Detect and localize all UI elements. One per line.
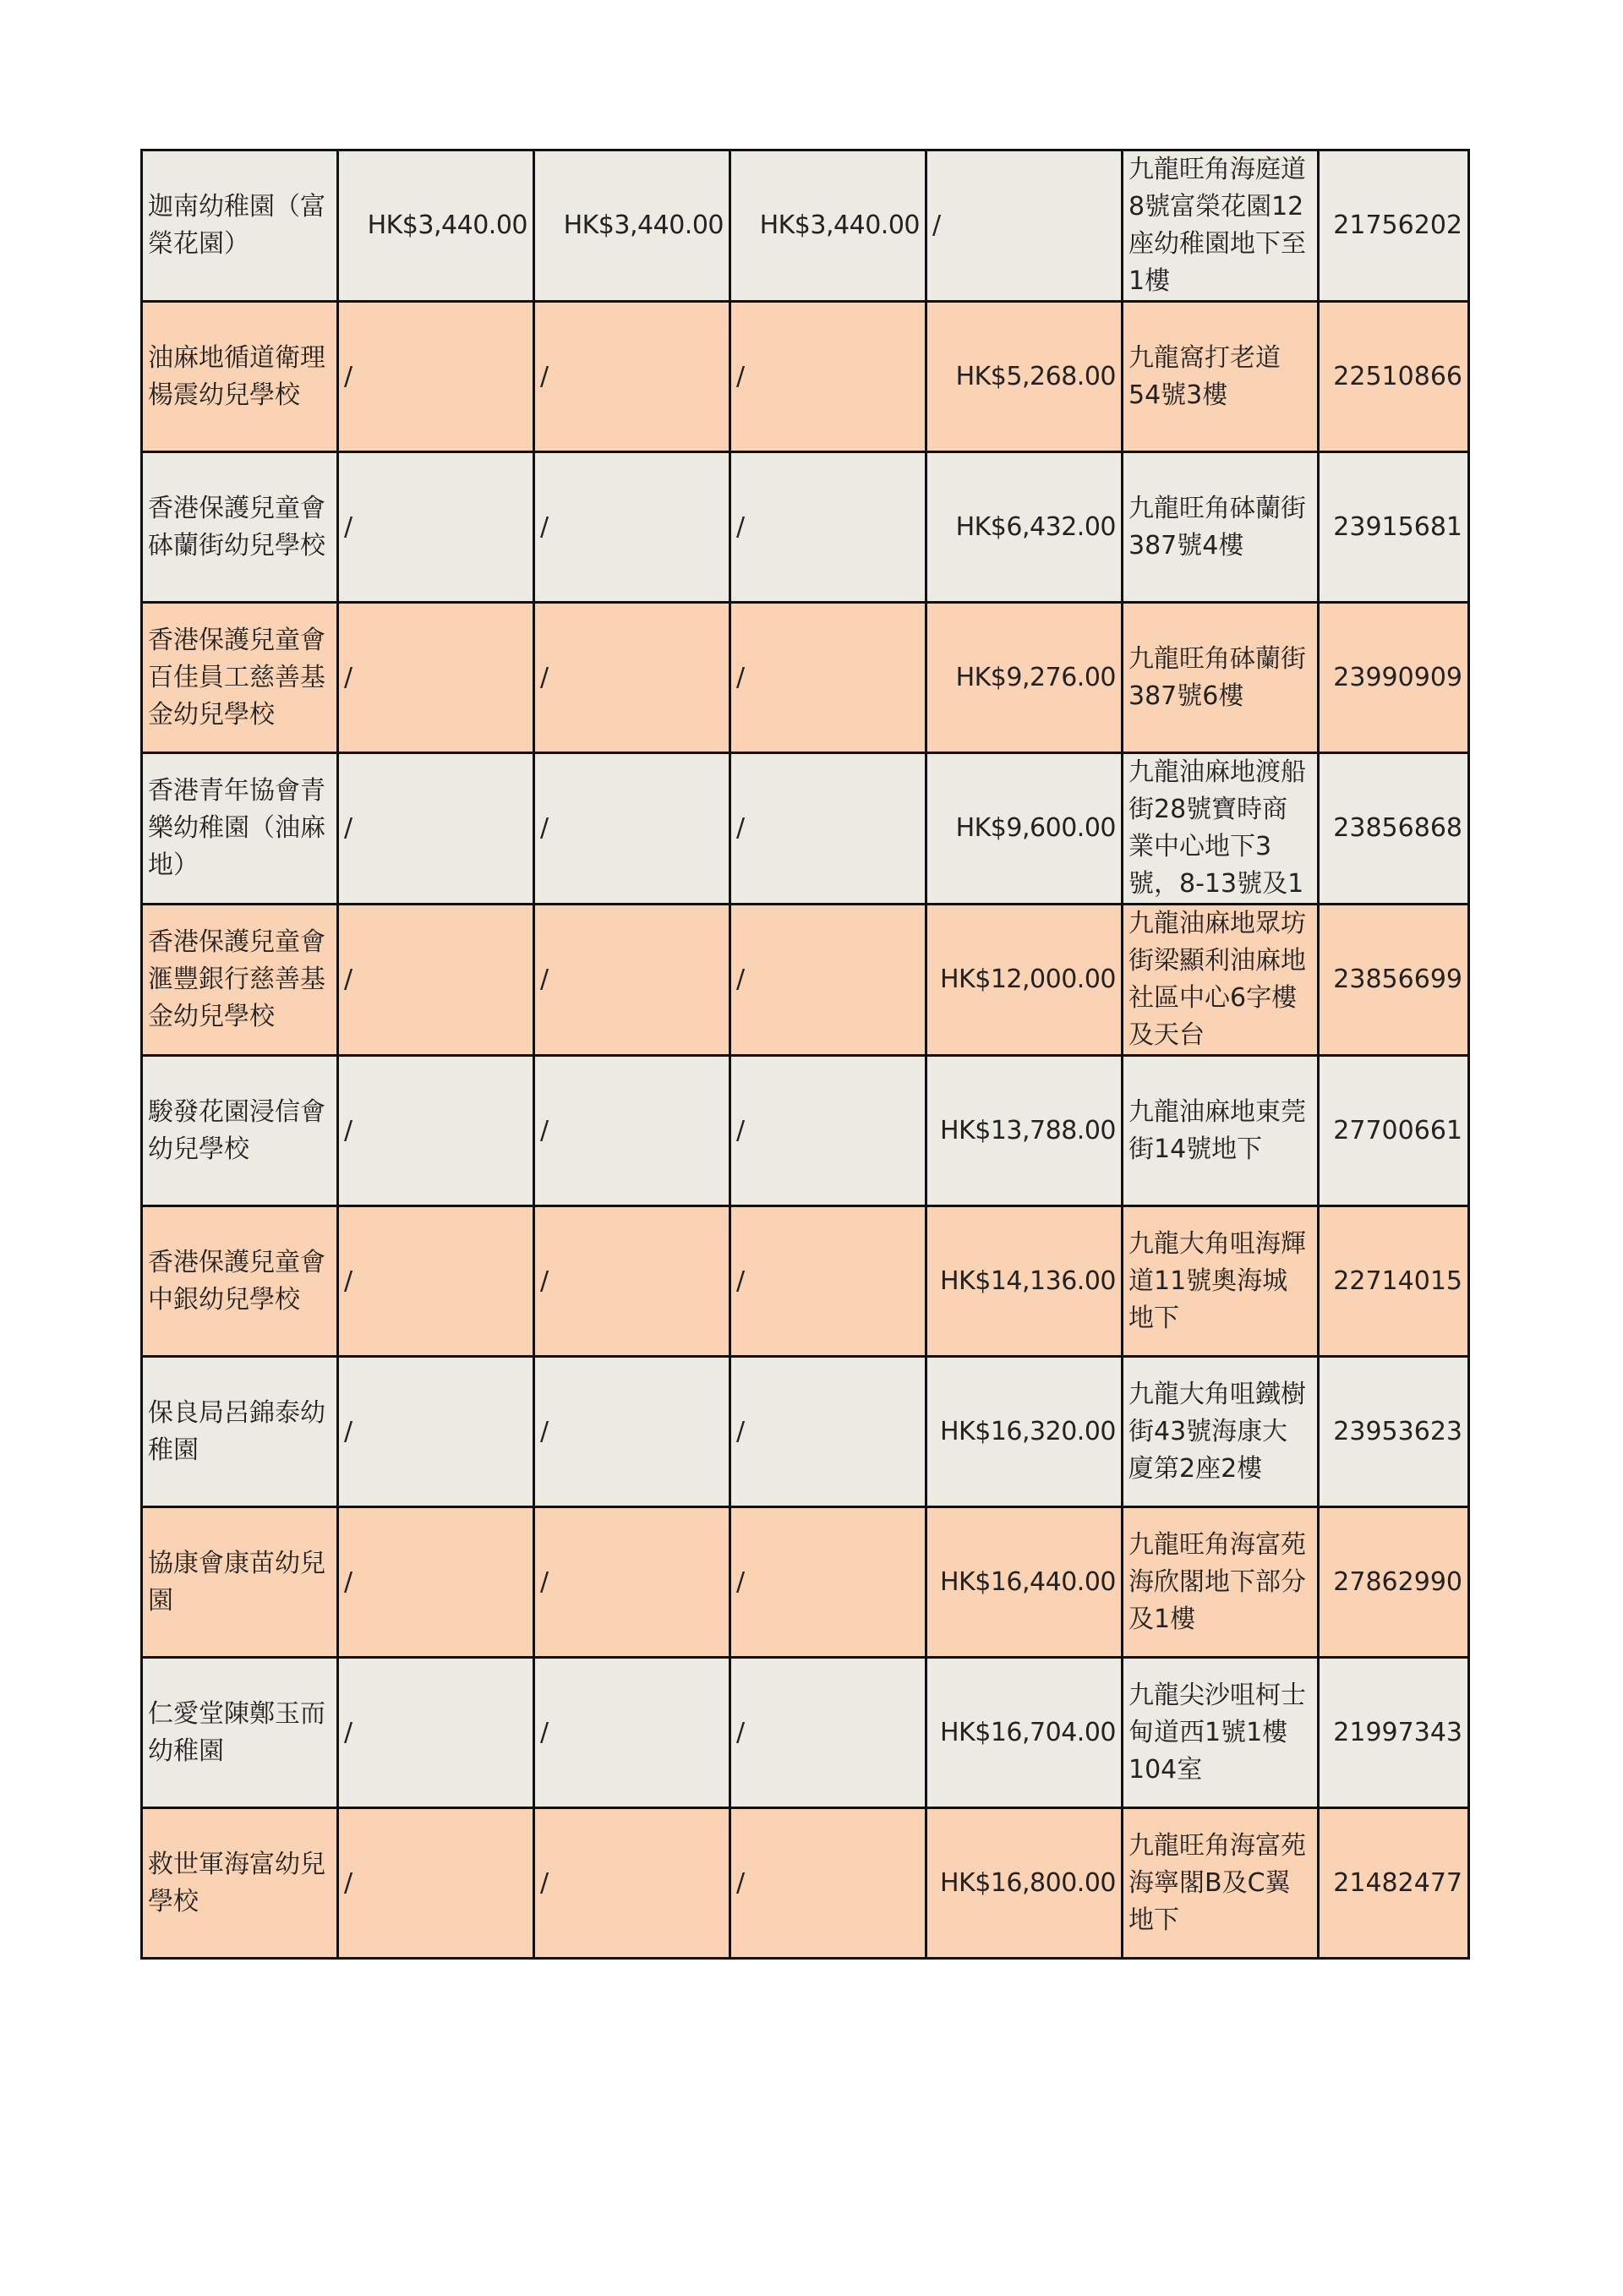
- school-name-cell: 救世軍海富幼兒學校: [142, 1808, 338, 1959]
- fee-cell-4: HK$5,268.00: [926, 302, 1123, 452]
- fee-cell-2: /: [534, 452, 730, 603]
- address-cell: 九龍尖沙咀柯士甸道西1號1樓104室: [1123, 1658, 1319, 1808]
- table-row: [142, 905, 1469, 1056]
- fee-cell-1: HK$3,440.00: [338, 150, 534, 302]
- fee-cell-2: HK$3,440.00: [534, 150, 730, 302]
- fee-cell-3: /: [730, 603, 926, 753]
- table-row: [142, 150, 1469, 302]
- address-cell: 九龍大角咀海輝道11號奧海城地下: [1123, 1206, 1319, 1357]
- fee-cell-1: /: [338, 1808, 534, 1959]
- fee-cell-1: /: [338, 452, 534, 603]
- fee-cell-4: HK$16,320.00: [926, 1357, 1123, 1507]
- fee-cell-1: /: [338, 1658, 534, 1808]
- fee-cell-2: /: [534, 1507, 730, 1658]
- table-row: [142, 1808, 1469, 1959]
- fee-cell-1: /: [338, 1056, 534, 1206]
- school-name-cell: 香港保護兒童會中銀幼兒學校: [142, 1206, 338, 1357]
- phone-cell: 22510866: [1319, 302, 1469, 452]
- fee-cell-3: /: [730, 452, 926, 603]
- fee-cell-1: /: [338, 302, 534, 452]
- fee-cell-3: /: [730, 302, 926, 452]
- address-cell: 九龍油麻地渡船街28號寶時商業中心地下3號，8-13號及1: [1123, 753, 1319, 905]
- fee-cell-2: /: [534, 905, 730, 1056]
- school-name-cell: 油麻地循道衛理楊震幼兒學校: [142, 302, 338, 452]
- phone-cell: 27700661: [1319, 1056, 1469, 1206]
- fee-cell-2: /: [534, 1658, 730, 1808]
- table-row: [142, 1357, 1469, 1507]
- fee-cell-1: /: [338, 603, 534, 753]
- fee-cell-3: HK$3,440.00: [730, 150, 926, 302]
- fee-cell-2: /: [534, 1056, 730, 1206]
- fee-cell-4: HK$9,276.00: [926, 603, 1123, 753]
- table-row: [142, 1056, 1469, 1206]
- fee-cell-4: HK$16,440.00: [926, 1507, 1123, 1658]
- fee-cell-3: /: [730, 1808, 926, 1959]
- fee-cell-4: HK$9,600.00: [926, 753, 1123, 905]
- school-name-cell: 香港保護兒童會砵蘭街幼兒學校: [142, 452, 338, 603]
- phone-cell: 22714015: [1319, 1206, 1469, 1357]
- fee-cell-3: /: [730, 1357, 926, 1507]
- phone-cell: 23990909: [1319, 603, 1469, 753]
- fee-cell-2: /: [534, 603, 730, 753]
- fee-cell-3: /: [730, 1056, 926, 1206]
- address-cell: 九龍旺角砵蘭街387號4樓: [1123, 452, 1319, 603]
- fee-cell-2: /: [534, 302, 730, 452]
- fee-cell-3: /: [730, 1658, 926, 1808]
- fee-cell-4: /: [926, 150, 1123, 302]
- fee-cell-4: HK$13,788.00: [926, 1056, 1123, 1206]
- school-name-cell: 協康會康苗幼兒園: [142, 1507, 338, 1658]
- phone-cell: 23915681: [1319, 452, 1469, 603]
- phone-cell: 27862990: [1319, 1507, 1469, 1658]
- phone-cell: 23856699: [1319, 905, 1469, 1056]
- fee-cell-1: /: [338, 1206, 534, 1357]
- address-cell: 九龍油麻地東莞街14號地下: [1123, 1056, 1319, 1206]
- phone-cell: 23953623: [1319, 1357, 1469, 1507]
- school-name-cell: 香港保護兒童會百佳員工慈善基金幼兒學校: [142, 603, 338, 753]
- school-name-cell: 仁愛堂陳鄭玉而幼稚園: [142, 1658, 338, 1808]
- fee-cell-1: /: [338, 753, 534, 905]
- table-row: [142, 603, 1469, 753]
- school-name-cell: 迦南幼稚園（富榮花園）: [142, 150, 338, 302]
- address-cell: 九龍旺角砵蘭街387號6樓: [1123, 603, 1319, 753]
- fee-cell-2: /: [534, 753, 730, 905]
- kindergarten-fee-table: [140, 149, 1470, 1960]
- table-row: [142, 1507, 1469, 1658]
- table-row: [142, 1658, 1469, 1808]
- school-name-cell: 香港青年協會青樂幼稚園（油麻地）: [142, 753, 338, 905]
- address-cell: 九龍油麻地眾坊街梁顯利油麻地社區中心6字樓及天台: [1123, 905, 1319, 1056]
- fee-cell-4: HK$12,000.00: [926, 905, 1123, 1056]
- fee-cell-3: /: [730, 905, 926, 1056]
- fee-cell-4: HK$16,800.00: [926, 1808, 1123, 1959]
- fee-cell-2: /: [534, 1206, 730, 1357]
- address-cell: 九龍旺角海富苑海欣閣地下部分及1樓: [1123, 1507, 1319, 1658]
- fee-cell-3: /: [730, 1507, 926, 1658]
- fee-cell-4: HK$16,704.00: [926, 1658, 1123, 1808]
- fee-cell-3: /: [730, 1206, 926, 1357]
- school-name-cell: 駿發花園浸信會幼兒學校: [142, 1056, 338, 1206]
- phone-cell: 23856868: [1319, 753, 1469, 905]
- table-body: [142, 150, 1469, 1959]
- school-name-cell: 保良局呂錦泰幼稚園: [142, 1357, 338, 1507]
- fee-cell-4: HK$6,432.00: [926, 452, 1123, 603]
- fee-cell-1: /: [338, 1357, 534, 1507]
- table-row: [142, 1206, 1469, 1357]
- table-row: [142, 452, 1469, 603]
- fee-cell-1: /: [338, 905, 534, 1056]
- fee-cell-1: /: [338, 1507, 534, 1658]
- phone-cell: 21997343: [1319, 1658, 1469, 1808]
- fee-cell-3: /: [730, 753, 926, 905]
- phone-cell: 21482477: [1319, 1808, 1469, 1959]
- address-cell: 九龍大角咀鐵樹街43號海康大廈第2座2樓: [1123, 1357, 1319, 1507]
- school-name-cell: 香港保護兒童會滙豐銀行慈善基金幼兒學校: [142, 905, 338, 1056]
- table-row: [142, 302, 1469, 452]
- phone-cell: 21756202: [1319, 150, 1469, 302]
- address-cell: 九龍旺角海庭道8號富榮花園12座幼稚園地下至1樓: [1123, 150, 1319, 302]
- fee-cell-2: /: [534, 1808, 730, 1959]
- fee-cell-2: /: [534, 1357, 730, 1507]
- table-row: [142, 753, 1469, 905]
- address-cell: 九龍旺角海富苑海寧閣B及C翼地下: [1123, 1808, 1319, 1959]
- fee-cell-4: HK$14,136.00: [926, 1206, 1123, 1357]
- address-cell: 九龍窩打老道54號3樓: [1123, 302, 1319, 452]
